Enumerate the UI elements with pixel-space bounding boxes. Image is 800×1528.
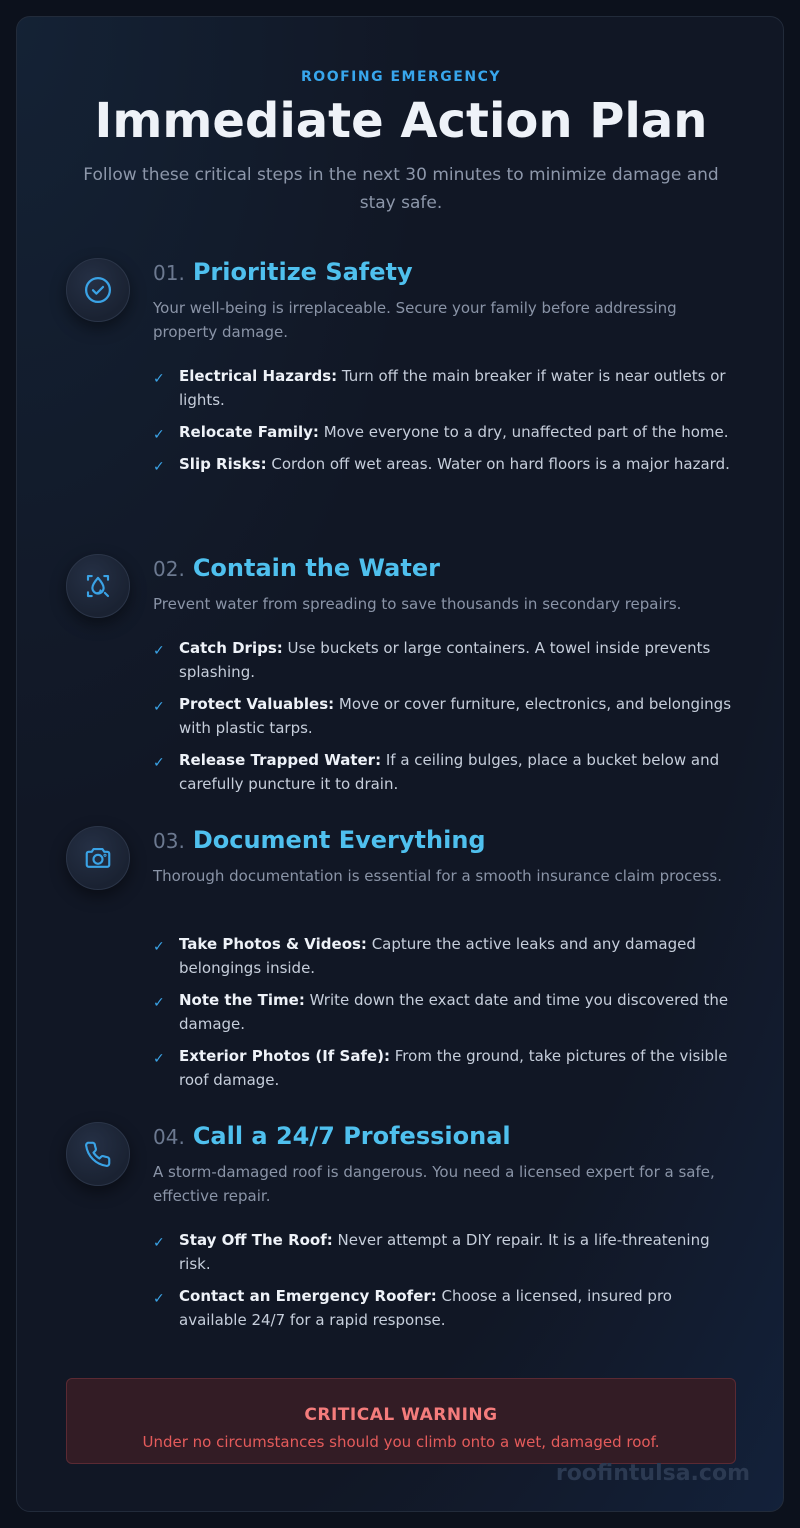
step-description: Prevent water from spreading to save thousands in secondary repairs. (153, 595, 682, 613)
item-text: Choose a licensed, insured pro available 24/7 for a rapid response. (179, 1287, 672, 1329)
list-item (153, 452, 743, 476)
step-title: Prioritize Safety (192, 258, 413, 286)
step-checklist (153, 1228, 743, 1340)
item-label: Protect Valuables: (179, 695, 335, 713)
list-item (153, 988, 743, 1036)
page-subtitle: Follow these critical steps in the next 30 minutes to minimize damage and stay safe. (83, 165, 719, 213)
item-label: Release Trapped Water: (179, 751, 382, 769)
list-item (153, 748, 743, 796)
step-description: A storm-damaged roof is dangerous. You need a licensed expert for a safe, effective repair. (153, 1163, 715, 1205)
step-heading (153, 826, 486, 858)
checkmark-icon: ✓ (153, 1051, 165, 1067)
list-item (153, 420, 743, 444)
warning-title: CRITICAL WARNING (304, 1405, 498, 1425)
checkmark-icon: ✓ (153, 1291, 165, 1307)
item-text: From the ground, take pictures of the visible roof damage. (179, 1047, 728, 1089)
item-label: Stay Off The Roof: (179, 1231, 333, 1249)
step-number: 02. (153, 557, 185, 581)
checkmark-icon: ✓ (153, 1235, 165, 1251)
step-checklist (153, 932, 743, 1100)
list-item (153, 1284, 743, 1332)
step-description: Your well-being is irreplaceable. Secure your family before addressing property damage. (153, 299, 677, 341)
checkmark-icon: ✓ (153, 995, 165, 1011)
checkmark-icon: ✓ (153, 699, 165, 715)
checkmark-icon: ✓ (153, 459, 165, 475)
item-text: Turn off the main breaker if water is near outlets or lights. (179, 367, 726, 409)
item-text: Move everyone to a dry, unaffected part of the home. (318, 423, 729, 441)
step-title: Contain the Water (192, 554, 440, 582)
list-item (153, 636, 743, 684)
checkmark-icon: ✓ (153, 371, 165, 387)
checkmark-icon: ✓ (153, 939, 165, 955)
list-item (153, 364, 743, 412)
phone-icon (66, 1122, 130, 1186)
item-text: Cordon off wet areas. Water on hard floors is a major hazard. (266, 455, 730, 473)
list-item (153, 1044, 743, 1092)
step-heading (153, 554, 440, 586)
watermark: roofintulsa.com (555, 1461, 750, 1486)
action-plan-card (16, 16, 784, 1512)
item-label: Relocate Family: (179, 423, 319, 441)
item-label: Exterior Photos (If Safe): (179, 1047, 390, 1065)
eyebrow-label: ROOFING EMERGENCY (301, 69, 501, 85)
critical-warning-banner (66, 1378, 736, 1464)
item-label: Electrical Hazards: (179, 367, 338, 385)
item-text: Never attempt a DIY repair. It is a life-threatening risk. (179, 1231, 710, 1273)
step-title: Document Everything (192, 826, 486, 854)
checkmark-icon: ✓ (153, 427, 165, 443)
step-heading (153, 1122, 511, 1154)
step-title: Call a 24/7 Professional (192, 1122, 511, 1150)
camera-icon (66, 826, 130, 890)
checkmark-icon: ✓ (153, 643, 165, 659)
list-item (153, 1228, 743, 1276)
item-text: If a ceiling bulges, place a bucket below and carefully puncture it to drain. (179, 751, 720, 793)
water-drop-icon (66, 554, 130, 618)
step-number: 04. (153, 1125, 185, 1149)
item-label: Catch Drips: (179, 639, 283, 657)
item-label: Note the Time: (179, 991, 305, 1009)
step-number: 01. (153, 261, 185, 285)
item-text: Capture the active leaks and any damaged belongings inside. (179, 935, 696, 977)
item-label: Take Photos & Videos: (179, 935, 367, 953)
step-number: 03. (153, 829, 185, 853)
item-text: Use buckets or large containers. A towel inside prevents splashing. (179, 639, 711, 681)
warning-text: Under no circumstances should you climb onto a wet, damaged roof. (142, 1433, 660, 1451)
step-checklist (153, 636, 743, 804)
step-description: Thorough documentation is essential for a smooth insurance claim process. (153, 867, 723, 885)
step-heading (153, 258, 413, 290)
item-label: Contact an Emergency Roofer: (179, 1287, 437, 1305)
item-text: Move or cover furniture, electronics, and belongings with plastic tarps. (179, 695, 732, 737)
check-circle-icon (66, 258, 130, 322)
list-item (153, 692, 743, 740)
item-text: Write down the exact date and time you discovered the damage. (179, 991, 729, 1033)
page-title: Immediate Action Plan (94, 93, 708, 149)
checkmark-icon: ✓ (153, 755, 165, 771)
item-label: Slip Risks: (179, 455, 267, 473)
list-item (153, 932, 743, 980)
step-checklist (153, 364, 743, 484)
